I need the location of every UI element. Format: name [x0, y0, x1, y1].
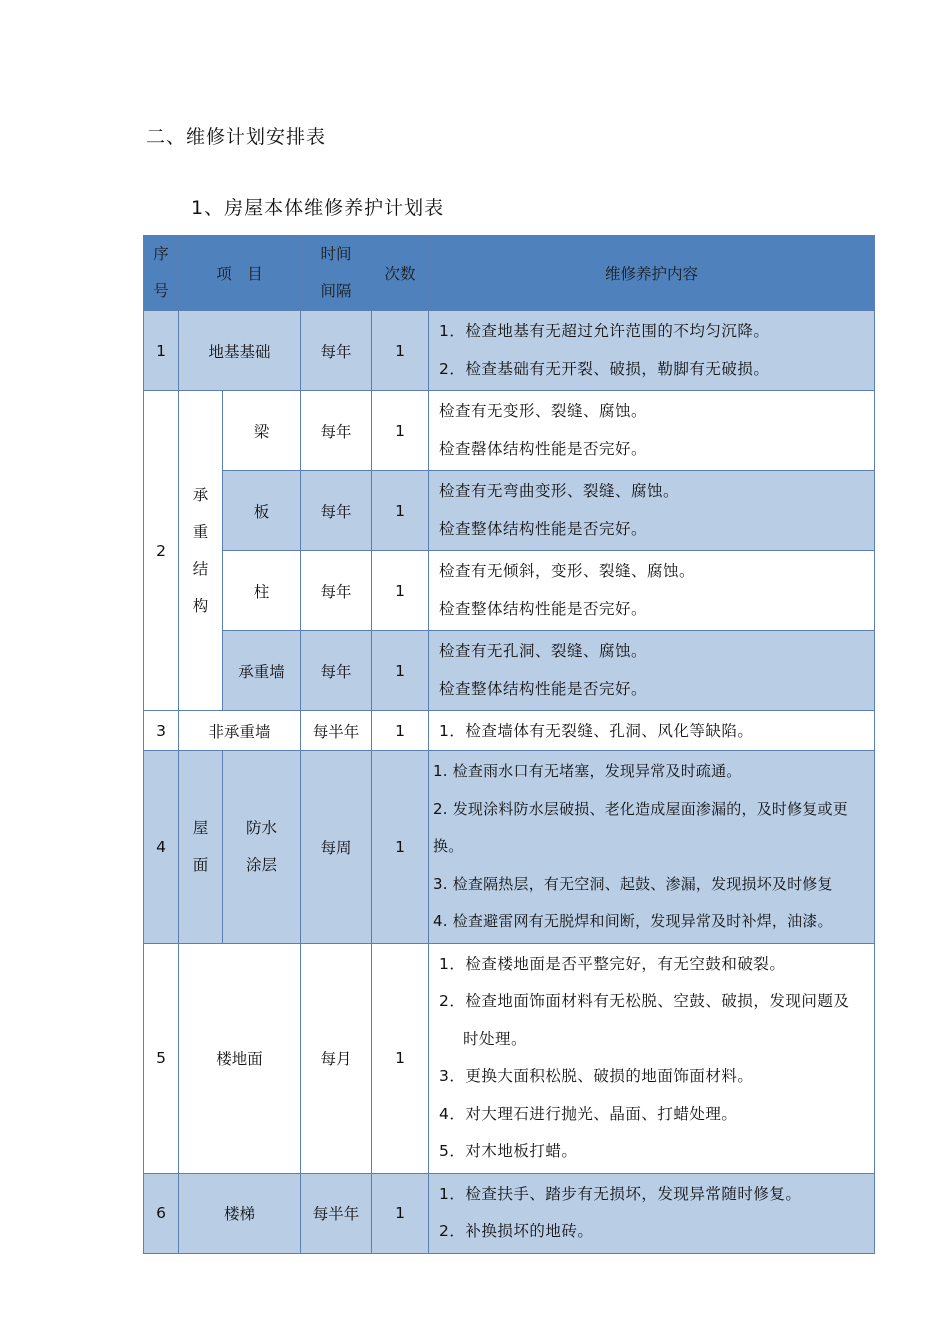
row-item: 梁 — [223, 391, 301, 471]
row-item: 承重墙 — [223, 631, 301, 711]
row-count: 1 — [372, 391, 429, 471]
row-count: 1 — [372, 1173, 429, 1253]
table-row — [144, 711, 875, 751]
row-interval: 每周 — [301, 751, 372, 944]
section-heading: 二、维修计划安排表 — [146, 126, 327, 148]
header-content: 维修养护内容 — [429, 236, 875, 311]
row-content: 1. 检查雨水口有无堵塞，发现异常及时疏通。 2. 发现涂料防水层破损、老化造成屋面渗漏的，及时修复或更换。 3. 检查隔热层，有无空洞、起鼓、渗漏，发现损坏及时修复 4. 检查避雷网有无脱焊和间断，发现异常及时补焊，油漆。 — [429, 751, 875, 944]
table-title: 1、房屋本体维修养护计划表 — [191, 197, 445, 219]
table-header-row — [144, 236, 875, 311]
header-item: 项 目 — [179, 236, 301, 311]
row-group: 承 重 结 构 — [179, 391, 223, 711]
row-item: 地基基础 — [179, 311, 301, 391]
row-content: 检查有无倾斜，变形、裂缝、腐蚀。 检查整体结构性能是否完好。 — [429, 551, 875, 631]
row-count: 1 — [372, 631, 429, 711]
row-interval: 每半年 — [301, 711, 372, 751]
table-row — [144, 551, 875, 631]
row-item: 柱 — [223, 551, 301, 631]
row-content: 检查有无孔洞、裂缝、腐蚀。 检查整体结构性能是否完好。 — [429, 631, 875, 711]
row-interval: 每年 — [301, 391, 372, 471]
row-count: 1 — [372, 943, 429, 1173]
row-content: 检查有无弯曲变形、裂缝、腐蚀。 检查整体结构性能是否完好。 — [429, 471, 875, 551]
row-seq: 1 — [144, 311, 179, 391]
table-row — [144, 751, 875, 944]
row-count: 1 — [372, 711, 429, 751]
header-interval: 时间 间隔 — [301, 236, 372, 311]
row-interval: 每年 — [301, 311, 372, 391]
row-content: 1．检查扶手、踏步有无损坏，发现异常随时修复。 2．补换损坏的地砖。 — [429, 1173, 875, 1253]
row-interval: 每年 — [301, 631, 372, 711]
row-interval: 每月 — [301, 943, 372, 1173]
row-seq: 2 — [144, 391, 179, 711]
table-row — [144, 631, 875, 711]
table-row — [144, 471, 875, 551]
row-interval: 每年 — [301, 471, 372, 551]
row-group: 屋 面 — [179, 751, 223, 944]
row-item: 防水 涂层 — [223, 751, 301, 944]
row-content: 1．检查地基有无超过允许范围的不均匀沉降。 2．检查基础有无开裂、破损，勒脚有无破损。 — [429, 311, 875, 391]
row-content: 1．检查楼地面是否平整完好，有无空鼓和破裂。 2．检查地面饰面材料有无松脱、空鼓、破损，发现问题及 时处理。 3．更换大面积松脱、破损的地面饰面材料。 4．对大理石进行抛光、晶面、打蜡处理。 5．对木地板打蜡。 — [429, 943, 875, 1173]
table-row — [144, 311, 875, 391]
row-seq: 4 — [144, 751, 179, 944]
row-content: 检查有无变形、裂缝、腐蚀。 检查罄体结构性能是否完好。 — [429, 391, 875, 471]
row-item: 非承重墙 — [179, 711, 301, 751]
table-row — [144, 1173, 875, 1253]
header-count: 次数 — [372, 236, 429, 311]
row-item: 楼梯 — [179, 1173, 301, 1253]
row-content: 1．检查墙体有无裂缝、孔洞、风化等缺陷。 — [429, 711, 875, 751]
row-seq: 5 — [144, 943, 179, 1173]
row-count: 1 — [372, 311, 429, 391]
row-seq: 6 — [144, 1173, 179, 1253]
row-item: 板 — [223, 471, 301, 551]
row-count: 1 — [372, 551, 429, 631]
table-row — [144, 943, 875, 1173]
row-item: 楼地面 — [179, 943, 301, 1173]
row-seq: 3 — [144, 711, 179, 751]
row-count: 1 — [372, 471, 429, 551]
maintenance-plan-table — [143, 235, 875, 1254]
table-row — [144, 391, 875, 471]
header-seq: 序 号 — [144, 236, 179, 311]
row-interval: 每年 — [301, 551, 372, 631]
row-interval: 每半年 — [301, 1173, 372, 1253]
row-count: 1 — [372, 751, 429, 944]
